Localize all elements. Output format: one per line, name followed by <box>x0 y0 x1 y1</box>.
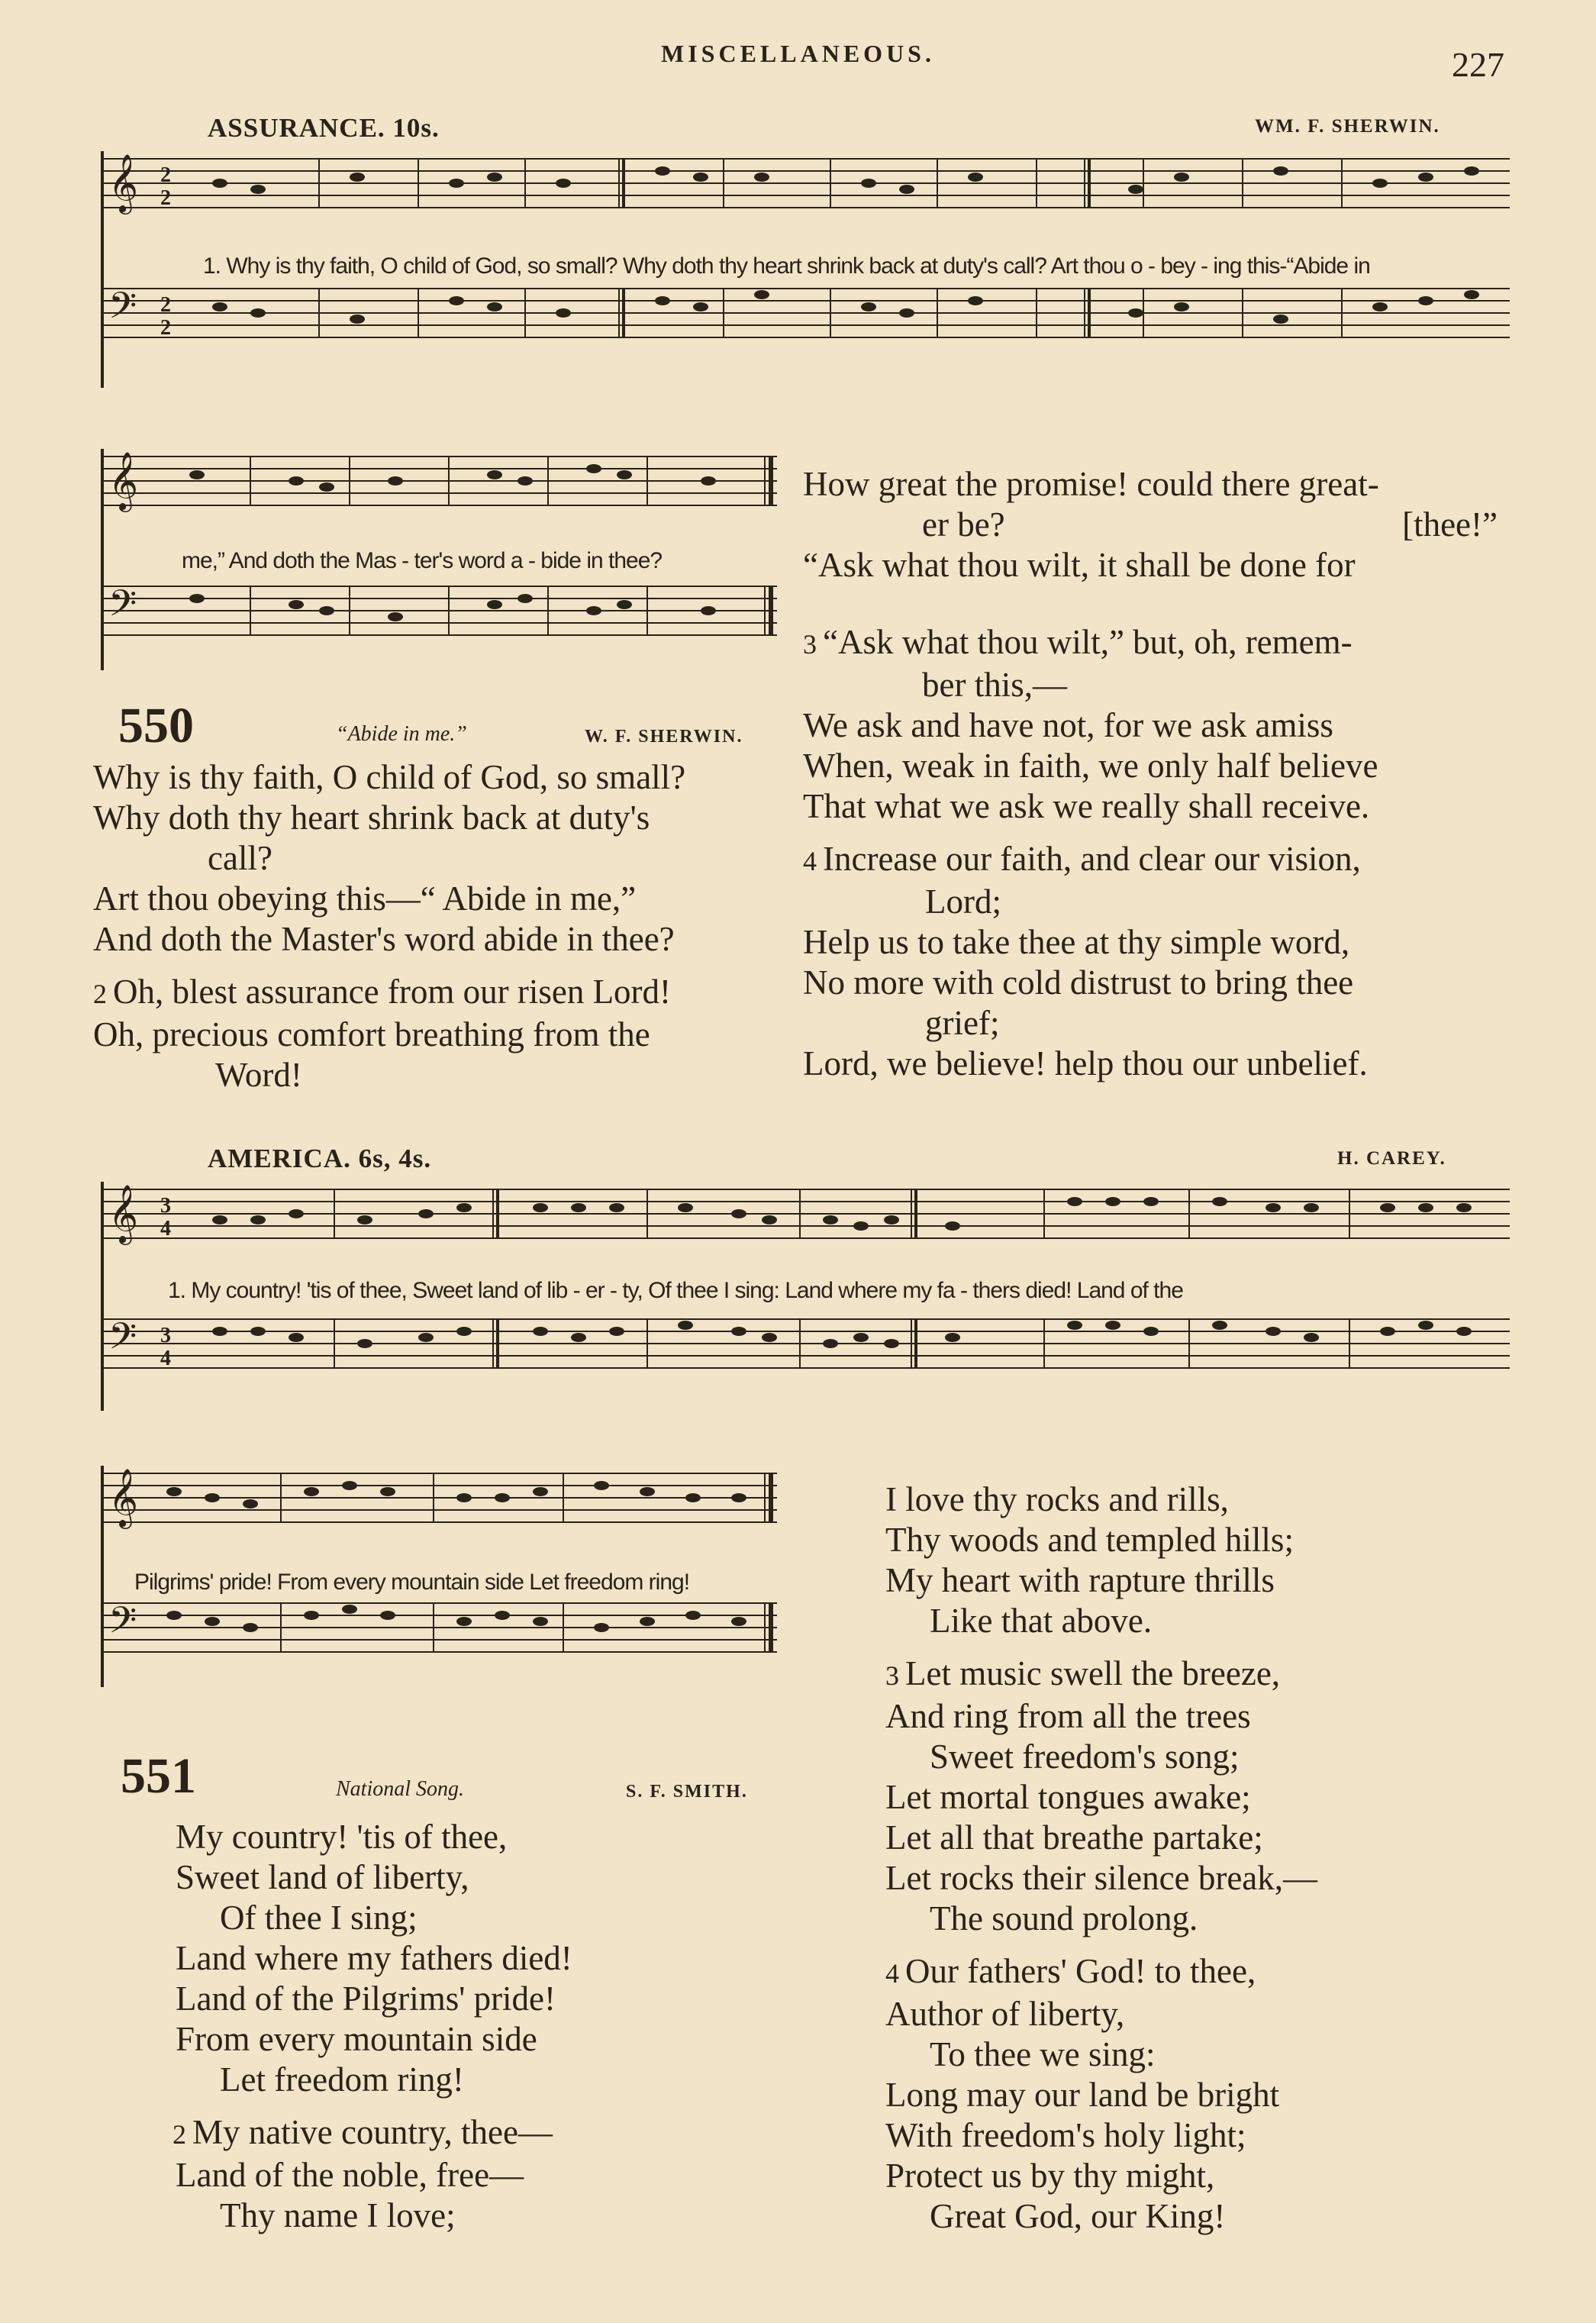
svg-text:2: 2 <box>160 186 171 210</box>
hymn-551-column-left <box>172 1817 786 2236</box>
verse-line: My country! 'tis of thee, <box>176 1818 508 1856</box>
hymn-550-column-left <box>93 757 780 1095</box>
verse-line: Oh, precious comfort breathing from the <box>93 1015 650 1053</box>
verse-line: My native country, thee— <box>192 2113 553 2151</box>
verse-line: Like that above. <box>930 1602 1153 1640</box>
verse-line: No more with cold distrust to bring thee <box>803 963 1354 1002</box>
svg-text:𝄢: 𝄢 <box>108 582 137 634</box>
verse-line: Let rocks their silence break,— <box>885 1859 1318 1897</box>
verse-line: Great God, our King! <box>930 2197 1226 2235</box>
hymn-number-551: 551 <box>121 1748 196 1804</box>
verse-line: With freedom's holy light; <box>885 2116 1246 2154</box>
hymn-550-column-right <box>803 464 1513 1084</box>
verse-line: Word! <box>215 1056 302 1094</box>
stanza-number: 4 <box>885 1958 899 1989</box>
verse-line: “Ask what thou wilt,” but, oh, remem- <box>823 623 1353 661</box>
verse-line: Let all that breathe partake; <box>885 1818 1263 1857</box>
verse-line: Let mortal tongues awake; <box>885 1778 1251 1816</box>
verse-line: When, weak in faith, we only half believe <box>803 747 1378 785</box>
verse-line: Thy name I love; <box>220 2196 456 2234</box>
verse-line: Why doth thy heart shrink back at duty's <box>93 799 650 837</box>
tune-name-assurance: ASSURANCE. 10s. <box>208 113 440 143</box>
verse-line: ber this,— <box>922 666 1067 704</box>
verse-line: Thy woods and templed hills; <box>885 1521 1294 1559</box>
verse-line: Our fathers' God! to thee, <box>905 1952 1256 1990</box>
tune-composer-assurance: WM. F. SHERWIN. <box>1255 116 1440 137</box>
verse-line: Lord, we believe! help thou our unbelief. <box>803 1044 1368 1082</box>
stanza-number: 4 <box>803 846 817 876</box>
verse-line: Protect us by thy might, <box>885 2157 1215 2195</box>
svg-text:2: 2 <box>160 293 171 317</box>
svg-text:𝄢: 𝄢 <box>108 284 137 336</box>
verse-line: Sweet freedom's song; <box>930 1737 1240 1776</box>
tune-underlay-assurance-1: 1. Why is thy faith, O child of God, so small? Why doth thy heart shrink back at duty's call? Art thou o - bey - ing this-“Abide in <box>203 253 1370 279</box>
verse-line: Of thee I sing; <box>220 1899 418 1937</box>
verse-line: Help us to take thee at thy simple word, <box>803 923 1350 961</box>
hymn-551-column-right <box>885 1479 1542 2237</box>
verse-line: I love thy rocks and rills, <box>885 1480 1229 1518</box>
verse-line: er be? <box>922 505 1005 544</box>
running-head: MISCELLANEOUS. <box>661 40 935 67</box>
svg-text:𝄞: 𝄞 <box>108 451 139 510</box>
verse-line: Land where my fathers died! <box>176 1939 572 1977</box>
verse-line: call? <box>208 839 272 877</box>
tune-composer-america: H. CAREY. <box>1337 1148 1446 1169</box>
verse-line: Sweet land of liberty, <box>176 1858 469 1896</box>
svg-text:𝄢: 𝄢 <box>108 1315 137 1366</box>
verse-line: Lord; <box>925 882 1001 921</box>
hymn-number-550: 550 <box>118 698 194 753</box>
verse-line: To thee we sing: <box>930 2035 1156 2073</box>
tune-underlay-america-1: 1. My country! 'tis of thee, Sweet land of lib - er - ty, Of thee I sing: Land where my fa - thers died! Land of the <box>168 1278 1183 1303</box>
stanza-number: 3 <box>803 629 817 660</box>
svg-text:3: 3 <box>160 1194 171 1218</box>
tune-name-america: AMERICA. 6s, 4s. <box>208 1144 432 1173</box>
verse-line: That what we ask we really shall receive. <box>803 787 1370 825</box>
verse-line: “Ask what thou wilt, it shall be done for <box>803 546 1356 584</box>
hymn-author-551: S. F. SMITH. <box>626 1782 748 1802</box>
verse-line: Why is thy faith, O child of God, so small? <box>93 758 686 796</box>
svg-text:2: 2 <box>160 163 171 187</box>
verse-line: Oh, blest assurance from our risen Lord! <box>113 973 672 1011</box>
hymn-title-551: National Song. <box>336 1777 465 1801</box>
verse-line: Art thou obeying this—“ Abide in me,” <box>93 879 637 918</box>
verse-line: From every mountain side <box>176 2020 537 2058</box>
verse-line: Land of the Pilgrims' pride! <box>176 1979 556 2018</box>
svg-text:𝄞: 𝄞 <box>108 1468 139 1527</box>
verse-line: And ring from all the trees <box>885 1697 1251 1735</box>
verse-line: And doth the Master's word abide in thee? <box>93 920 675 958</box>
verse-line: grief; <box>925 1004 1000 1042</box>
svg-text:𝄞: 𝄞 <box>108 153 139 212</box>
verse-line: Author of liberty, <box>885 1995 1125 2033</box>
hymn-title-550: “Abide in me.” <box>336 722 467 746</box>
tune-underlay-america-2: Pilgrims' pride! From every mountain side Let freedom ring! <box>134 1570 690 1595</box>
verse-line: We ask and have not, for we ask amiss <box>803 706 1333 744</box>
hymn-author-550: W. F. SHERWIN. <box>585 727 743 747</box>
verse-line: Increase our faith, and clear our vision, <box>823 840 1361 878</box>
tune-underlay-assurance-2: me,” And doth the Mas - ter's word a - bide in thee? <box>182 548 663 573</box>
svg-text:3: 3 <box>160 1324 171 1347</box>
svg-text:2: 2 <box>160 316 171 340</box>
stanza-number: 2 <box>93 979 107 1009</box>
svg-text:𝄢: 𝄢 <box>108 1599 137 1650</box>
verse-line: Land of the noble, free— <box>176 2156 524 2194</box>
svg-text:4: 4 <box>160 1347 171 1370</box>
verse-line: My heart with rapture thrills <box>885 1561 1275 1599</box>
stanza-number: 3 <box>885 1660 899 1691</box>
verse-line: Let music swell the breeze, <box>905 1654 1281 1692</box>
svg-text:4: 4 <box>160 1217 171 1241</box>
page-number: 227 <box>1452 45 1504 84</box>
stanza-number: 2 <box>172 2119 186 2150</box>
verse-line: Long may our land be bright <box>885 2076 1280 2114</box>
verse-line-continuation: [thee!” <box>1402 505 1498 544</box>
svg-text:𝄞: 𝄞 <box>108 1184 139 1243</box>
verse-line: Let freedom ring! <box>220 2060 464 2099</box>
verse-line: The sound prolong. <box>930 1899 1198 1937</box>
verse-line: How great the promise! could there great- <box>803 465 1379 503</box>
